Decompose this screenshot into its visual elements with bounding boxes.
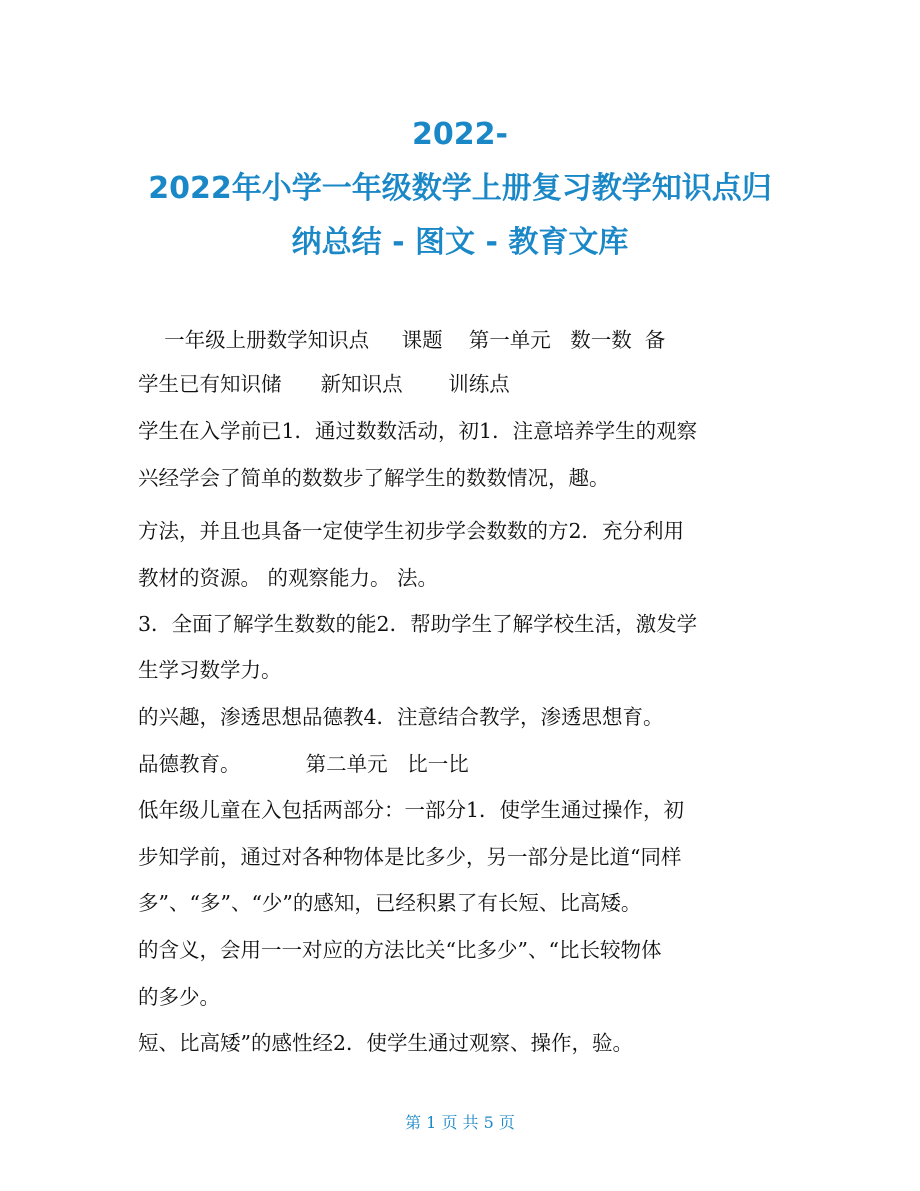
body-line: 方法，并且也具备一定使学生初步学会数数的方2．充分利用 <box>138 519 685 543</box>
body-line: 教材的资源。 的观察能力。 法。 <box>138 566 439 590</box>
body-line: 品德教育。 第二单元 比一比 <box>138 752 469 776</box>
body-line: 步知学前，通过对各种物体是比多少，另一部分是比道“同样 <box>138 845 682 869</box>
document-title <box>120 108 800 270</box>
body-line: 学生在入学前已1．通过数数活动，初1．注意培养学生的观察 <box>138 419 698 443</box>
body-line: 的含义，会用一一对应的方法比关“比多少”、“比长较物体 <box>138 938 662 962</box>
title-line-3: 纳总结 - 图文 - 教育文库 <box>291 225 629 260</box>
body-line: 生学习数学力。 <box>138 658 282 682</box>
title-line-2: 2022年小学一年级数学上册复习教学知识点归 <box>148 171 772 206</box>
body-line: 学生已有知识储 新知识点 训练点 <box>138 372 510 396</box>
body-line: 短、比高矮”的感性经2．使学生通过观察、操作，验。 <box>138 1031 634 1055</box>
body-line: 低年级儿童在入包括两部分：一部分1．使学生通过操作，初 <box>138 798 685 822</box>
body-line: 多”、“多”、“少”的感知，已经积累了有长短、比高矮。 <box>138 891 642 915</box>
body-line: 3．全面了解学生数数的能2．帮助学生了解学校生活，激发学 <box>138 612 698 636</box>
body-line: 一年级上册数学知识点 课题 第一单元 数一数 备 <box>138 328 666 352</box>
body-line: 的兴趣，渗透思想品德教4．注意结合教学，渗透思想育。 <box>138 705 664 729</box>
page-number-footer: 第 1 页 共 5 页 <box>405 1113 515 1132</box>
body-line: 的多少。 <box>138 985 220 1009</box>
body-line: 兴经学会了简单的数数步了解学生的数数情况，趣。 <box>138 466 610 490</box>
title-line-1: 2022- <box>412 117 508 152</box>
